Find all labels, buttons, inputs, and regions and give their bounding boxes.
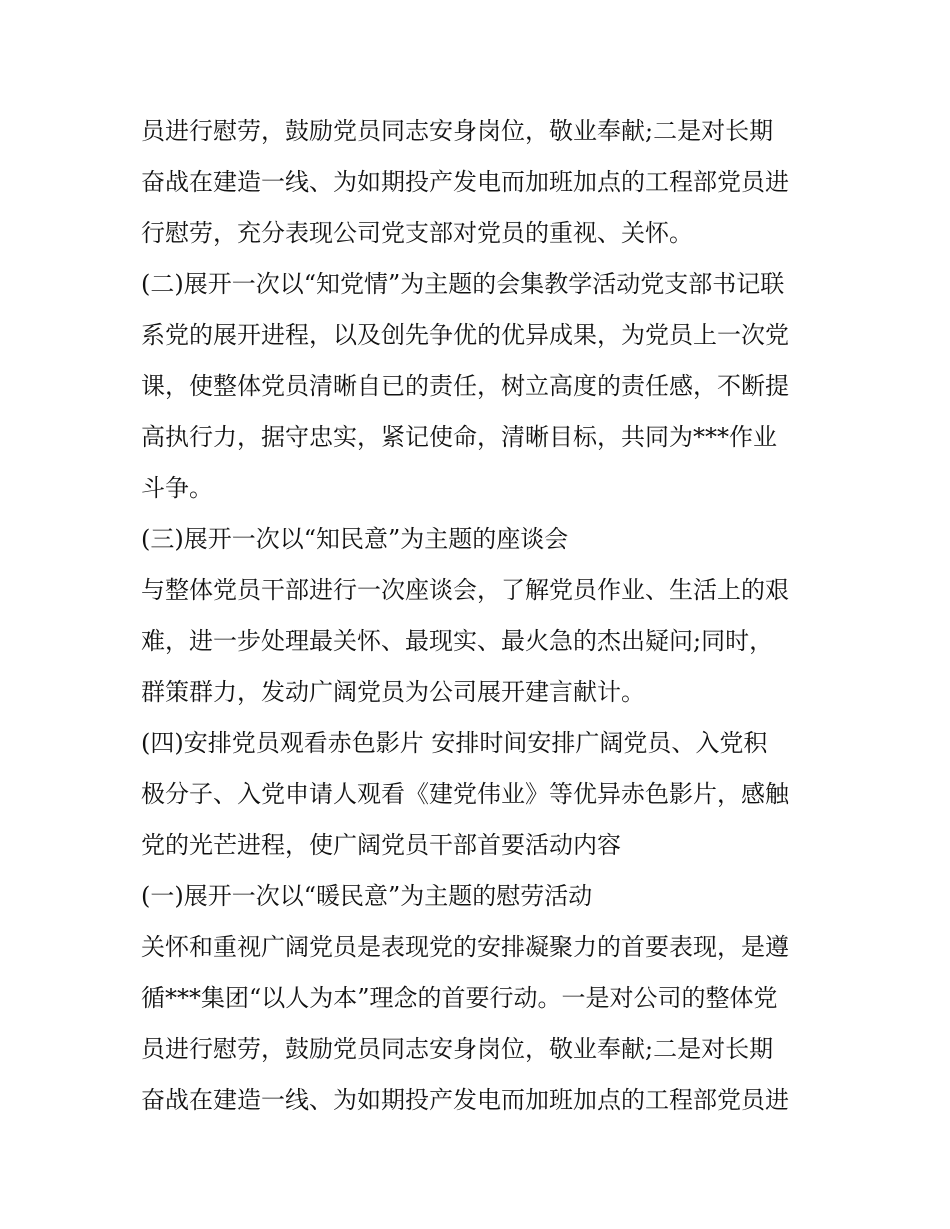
text-line-6: 课，使整体党员清晰自已的责任，树立高度的责任感，不断提 [141,372,789,400]
text-line-11: 难，进一步处理最关怀、最现实、最火急的杰出疑问;同时， [141,627,774,655]
text-line-1: 员进行慰劳，鼓励党员同志安身岗位，敬业奉献;二是对长期 [141,117,774,145]
document-body [141,106,831,1126]
section-heading-4: (四)安排党员观看赤色影片 安排时间安排广阔党员、入党积 [141,729,768,757]
text-line-20: 奋战在建造一线、为如期投产发电而加班加点的工程部党员进 [141,1086,789,1114]
text-line-17: 关怀和重视广阔党员是表现党的安排凝聚力的首要表现，是遵 [141,933,789,961]
text-line-8: 斗争。 [141,474,213,502]
text-line-7: 高执行力，据守忠实，紧记使命，清晰目标，共同为***作业 [141,423,777,451]
text-line-19: 员进行慰劳，鼓励党员同志安身岗位，敬业奉献;二是对长期 [141,1035,774,1063]
text-line-5: 系党的展开进程，以及创先争优的优异成果，为党员上一次党 [141,321,789,349]
text-line-15: 党的光芒进程，使广阔党员干部首要活动内容 [141,831,621,859]
section-heading-1: (一)展开一次以“暖民意”为主题的慰劳活动 [141,882,593,910]
text-line-18: 循***集团“以人为本”理念的首要行动。一是对公司的整体党 [141,984,778,1012]
text-line-14: 极分子、入党申请人观看《建党伟业》等优异赤色影片，感触 [141,780,789,808]
text-line-10: 与整体党员干部进行一次座谈会，了解党员作业、生活上的艰 [141,576,789,604]
section-heading-2: (二)展开一次以“知党情”为主题的会集教学活动党支部书记联 [141,270,785,298]
text-line-2: 奋战在建造一线、为如期投产发电而加班加点的工程部党员进 [141,168,789,196]
section-heading-3: (三)展开一次以“知民意”为主题的座谈会 [141,525,569,553]
text-line-12: 群策群力，发动广阔党员为公司展开建言献计。 [141,678,645,706]
text-line-3: 行慰劳，充分表现公司党支部对党员的重视、关怀。 [141,219,693,247]
